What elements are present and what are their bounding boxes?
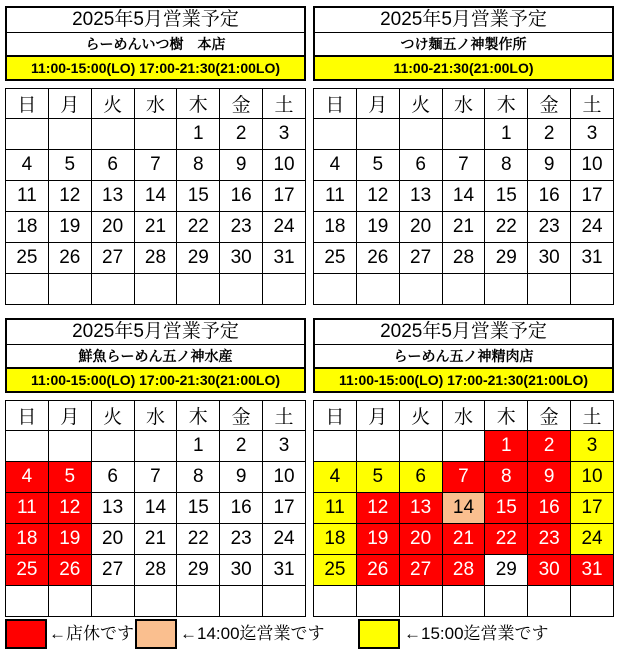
legend-until15-swatch — [358, 619, 400, 649]
day-cell: 4 — [314, 462, 357, 493]
calendar-header — [313, 318, 614, 393]
day-cell: 1 — [485, 431, 528, 462]
day-cell: 21 — [442, 524, 485, 555]
calendar-title: 2025年5月営業予定 — [7, 320, 304, 345]
day-cell: 6 — [91, 462, 134, 493]
shop-name: らーめんいつ樹 本店 — [7, 33, 304, 57]
day-cell: 15 — [485, 181, 528, 212]
day-cell: 5 — [48, 462, 91, 493]
business-hours: 11:00-15:00(LO) 17:00-21:30(21:00LO) — [7, 57, 304, 79]
empty-cell — [91, 119, 134, 150]
empty-cell — [314, 119, 357, 150]
weekday-header: 水 — [134, 401, 177, 431]
day-cell: 21 — [442, 212, 485, 243]
empty-cell — [220, 274, 263, 305]
weekday-header: 火 — [399, 89, 442, 119]
weekday-header: 月 — [356, 89, 399, 119]
weekday-header: 水 — [134, 89, 177, 119]
day-cell: 16 — [528, 493, 571, 524]
empty-cell — [442, 586, 485, 617]
calendar-week-row — [6, 431, 306, 462]
calendar-gonokami-seisakusho — [313, 6, 614, 268]
day-cell: 28 — [134, 555, 177, 586]
shop-name: 鮮魚らーめん五ノ神水産 — [7, 345, 304, 369]
calendar-week-row — [314, 119, 614, 150]
day-cell: 13 — [91, 493, 134, 524]
weekday-header: 火 — [399, 401, 442, 431]
weekday-header: 土 — [571, 401, 614, 431]
weekday-header: 水 — [442, 401, 485, 431]
day-cell: 18 — [6, 212, 49, 243]
day-cell: 8 — [485, 462, 528, 493]
day-cell: 3 — [571, 119, 614, 150]
day-cell: 11 — [6, 493, 49, 524]
calendar-week-row — [314, 524, 614, 555]
weekday-header: 金 — [528, 401, 571, 431]
calendar-week-row — [314, 212, 614, 243]
day-cell: 5 — [48, 150, 91, 181]
day-cell: 2 — [220, 431, 263, 462]
day-cell: 9 — [528, 462, 571, 493]
day-cell: 10 — [263, 462, 306, 493]
day-cell: 12 — [356, 181, 399, 212]
day-cell: 3 — [263, 119, 306, 150]
day-cell: 8 — [177, 150, 220, 181]
calendar-week-row — [6, 181, 306, 212]
day-cell: 3 — [263, 431, 306, 462]
day-cell: 4 — [6, 462, 49, 493]
day-cell: 5 — [356, 150, 399, 181]
day-cell: 12 — [356, 493, 399, 524]
day-cell: 31 — [263, 243, 306, 274]
day-cell: 25 — [6, 243, 49, 274]
calendar-honten — [5, 6, 306, 268]
calendar-week-row — [314, 181, 614, 212]
calendar-week-row — [6, 462, 306, 493]
day-cell: 10 — [263, 150, 306, 181]
day-cell: 18 — [6, 524, 49, 555]
day-cell: 11 — [6, 181, 49, 212]
legend-closed-label: ←店休です — [49, 624, 134, 643]
empty-cell — [442, 431, 485, 462]
day-cell: 8 — [485, 150, 528, 181]
day-cell: 17 — [263, 493, 306, 524]
business-hours: 11:00-15:00(LO) 17:00-21:30(21:00LO) — [315, 369, 612, 391]
empty-cell — [571, 586, 614, 617]
day-cell: 22 — [177, 524, 220, 555]
calendar-grid — [313, 88, 614, 305]
day-cell: 23 — [528, 212, 571, 243]
day-cell: 23 — [220, 212, 263, 243]
day-cell: 26 — [48, 555, 91, 586]
weekday-header: 月 — [48, 401, 91, 431]
empty-cell — [263, 586, 306, 617]
day-cell: 11 — [314, 181, 357, 212]
weekday-header: 火 — [91, 401, 134, 431]
calendar-week-row — [6, 150, 306, 181]
day-cell: 6 — [399, 150, 442, 181]
calendar-title: 2025年5月営業予定 — [315, 8, 612, 33]
day-cell: 20 — [399, 524, 442, 555]
empty-cell — [314, 274, 357, 305]
day-cell: 19 — [356, 524, 399, 555]
day-cell: 9 — [528, 150, 571, 181]
day-cell: 24 — [263, 524, 306, 555]
empty-cell — [399, 431, 442, 462]
day-cell: 28 — [442, 555, 485, 586]
day-cell: 11 — [314, 493, 357, 524]
day-cell: 27 — [91, 243, 134, 274]
calendar-gonokami-seinikuten — [313, 318, 614, 580]
day-cell: 4 — [314, 150, 357, 181]
day-cell: 19 — [48, 524, 91, 555]
empty-cell — [442, 274, 485, 305]
shop-name: つけ麺五ノ神製作所 — [315, 33, 612, 57]
calendar-week-row — [6, 119, 306, 150]
calendar-header — [313, 6, 614, 81]
day-cell: 5 — [356, 462, 399, 493]
day-cell: 14 — [442, 181, 485, 212]
calendar-week-row — [314, 555, 614, 586]
day-cell: 28 — [442, 243, 485, 274]
day-cell: 31 — [263, 555, 306, 586]
day-cell: 22 — [485, 212, 528, 243]
empty-cell — [6, 274, 49, 305]
calendar-gonokami-suisan — [5, 318, 306, 580]
day-cell: 14 — [442, 493, 485, 524]
day-cell: 7 — [134, 462, 177, 493]
day-cell: 12 — [48, 181, 91, 212]
day-cell: 26 — [356, 243, 399, 274]
day-cell: 10 — [571, 150, 614, 181]
day-cell: 4 — [6, 150, 49, 181]
day-cell: 18 — [314, 524, 357, 555]
empty-cell — [134, 119, 177, 150]
day-cell: 20 — [91, 212, 134, 243]
day-cell: 25 — [6, 555, 49, 586]
empty-cell — [177, 586, 220, 617]
empty-cell — [48, 586, 91, 617]
day-cell: 10 — [571, 462, 614, 493]
day-cell: 23 — [528, 524, 571, 555]
empty-cell — [48, 431, 91, 462]
day-cell: 19 — [48, 212, 91, 243]
empty-cell — [356, 119, 399, 150]
calendar-grid — [5, 88, 306, 305]
legend-until14-label: ←14:00迄営業です — [180, 624, 325, 643]
day-cell: 21 — [134, 212, 177, 243]
day-cell: 2 — [220, 119, 263, 150]
day-cell: 25 — [314, 555, 357, 586]
day-cell: 29 — [177, 243, 220, 274]
empty-cell — [399, 119, 442, 150]
legend-until15-label: ←15:00迄営業です — [404, 624, 549, 643]
day-cell: 7 — [134, 150, 177, 181]
day-cell: 29 — [177, 555, 220, 586]
empty-cell — [528, 274, 571, 305]
weekday-header: 日 — [314, 89, 357, 119]
day-cell: 2 — [528, 431, 571, 462]
empty-cell — [134, 274, 177, 305]
day-cell: 24 — [571, 524, 614, 555]
day-cell: 9 — [220, 462, 263, 493]
weekday-header: 木 — [485, 89, 528, 119]
day-cell: 2 — [528, 119, 571, 150]
empty-cell — [485, 274, 528, 305]
calendar-week-row — [314, 493, 614, 524]
day-cell: 17 — [571, 493, 614, 524]
day-cell: 28 — [134, 243, 177, 274]
business-hours: 11:00-15:00(LO) 17:00-21:30(21:00LO) — [7, 369, 304, 391]
weekday-header: 金 — [528, 89, 571, 119]
day-cell: 25 — [314, 243, 357, 274]
day-cell: 6 — [91, 150, 134, 181]
calendar-week-row — [6, 524, 306, 555]
weekday-header: 木 — [177, 89, 220, 119]
day-cell: 19 — [356, 212, 399, 243]
calendar-week-row — [314, 243, 614, 274]
day-cell: 1 — [485, 119, 528, 150]
day-cell: 23 — [220, 524, 263, 555]
calendar-title: 2025年5月営業予定 — [7, 8, 304, 33]
business-hours: 11:00-21:30(21:00LO) — [315, 57, 612, 79]
empty-cell — [48, 119, 91, 150]
calendar-grid — [313, 400, 614, 617]
day-cell: 29 — [485, 243, 528, 274]
day-cell: 3 — [571, 431, 614, 462]
legend-closed-swatch — [5, 619, 47, 649]
day-cell: 6 — [399, 462, 442, 493]
calendar-week-row — [6, 555, 306, 586]
calendar-week-row — [314, 274, 614, 305]
calendar-week-row — [314, 150, 614, 181]
calendar-week-row — [6, 212, 306, 243]
empty-cell — [177, 274, 220, 305]
day-cell: 26 — [48, 243, 91, 274]
weekday-header: 水 — [442, 89, 485, 119]
empty-cell — [6, 431, 49, 462]
empty-cell — [263, 274, 306, 305]
day-cell: 7 — [442, 150, 485, 181]
empty-cell — [91, 431, 134, 462]
weekday-header: 火 — [91, 89, 134, 119]
weekday-header: 土 — [263, 401, 306, 431]
day-cell: 31 — [571, 243, 614, 274]
day-cell: 22 — [177, 212, 220, 243]
empty-cell — [314, 586, 357, 617]
day-cell: 14 — [134, 493, 177, 524]
weekday-header: 日 — [314, 401, 357, 431]
empty-cell — [399, 274, 442, 305]
day-cell: 16 — [220, 181, 263, 212]
empty-cell — [571, 274, 614, 305]
calendar-week-row — [6, 586, 306, 617]
day-cell: 20 — [91, 524, 134, 555]
day-cell: 1 — [177, 119, 220, 150]
shop-name: らーめん五ノ神精肉店 — [315, 345, 612, 369]
calendar-week-row — [6, 493, 306, 524]
empty-cell — [528, 586, 571, 617]
day-cell: 27 — [91, 555, 134, 586]
weekday-header: 月 — [48, 89, 91, 119]
empty-cell — [356, 586, 399, 617]
day-cell: 8 — [177, 462, 220, 493]
day-cell: 22 — [485, 524, 528, 555]
day-cell: 15 — [485, 493, 528, 524]
empty-cell — [91, 586, 134, 617]
day-cell: 13 — [399, 181, 442, 212]
empty-cell — [6, 119, 49, 150]
weekday-header: 金 — [220, 89, 263, 119]
weekday-header: 木 — [485, 401, 528, 431]
weekday-header: 土 — [571, 89, 614, 119]
day-cell: 1 — [177, 431, 220, 462]
day-cell: 18 — [314, 212, 357, 243]
calendar-week-row — [314, 462, 614, 493]
day-cell: 17 — [571, 181, 614, 212]
weekday-header: 木 — [177, 401, 220, 431]
calendar-week-row — [6, 274, 306, 305]
day-cell: 15 — [177, 181, 220, 212]
day-cell: 20 — [399, 212, 442, 243]
day-cell: 24 — [571, 212, 614, 243]
empty-cell — [356, 274, 399, 305]
empty-cell — [442, 119, 485, 150]
day-cell: 13 — [399, 493, 442, 524]
calendar-week-row — [314, 586, 614, 617]
calendar-week-row — [6, 243, 306, 274]
calendar-header — [5, 6, 306, 81]
empty-cell — [134, 431, 177, 462]
weekday-header: 日 — [6, 401, 49, 431]
calendar-grid — [5, 400, 306, 617]
day-cell: 14 — [134, 181, 177, 212]
legend-until14-swatch — [135, 619, 177, 649]
day-cell: 17 — [263, 181, 306, 212]
day-cell: 9 — [220, 150, 263, 181]
weekday-header: 日 — [6, 89, 49, 119]
day-cell: 27 — [399, 243, 442, 274]
weekday-header: 月 — [356, 401, 399, 431]
empty-cell — [134, 586, 177, 617]
weekday-header: 金 — [220, 401, 263, 431]
empty-cell — [356, 431, 399, 462]
empty-cell — [314, 431, 357, 462]
day-cell: 24 — [263, 212, 306, 243]
calendar-header — [5, 318, 306, 393]
day-cell: 30 — [528, 555, 571, 586]
empty-cell — [220, 586, 263, 617]
day-cell: 30 — [528, 243, 571, 274]
calendar-title: 2025年5月営業予定 — [315, 320, 612, 345]
day-cell: 29 — [485, 555, 528, 586]
day-cell: 15 — [177, 493, 220, 524]
day-cell: 7 — [442, 462, 485, 493]
day-cell: 30 — [220, 555, 263, 586]
empty-cell — [6, 586, 49, 617]
day-cell: 13 — [91, 181, 134, 212]
day-cell: 16 — [528, 181, 571, 212]
day-cell: 30 — [220, 243, 263, 274]
day-cell: 12 — [48, 493, 91, 524]
empty-cell — [399, 586, 442, 617]
empty-cell — [91, 274, 134, 305]
calendar-week-row — [314, 431, 614, 462]
day-cell: 16 — [220, 493, 263, 524]
empty-cell — [48, 274, 91, 305]
day-cell: 21 — [134, 524, 177, 555]
day-cell: 27 — [399, 555, 442, 586]
day-cell: 31 — [571, 555, 614, 586]
weekday-header: 土 — [263, 89, 306, 119]
empty-cell — [485, 586, 528, 617]
day-cell: 26 — [356, 555, 399, 586]
